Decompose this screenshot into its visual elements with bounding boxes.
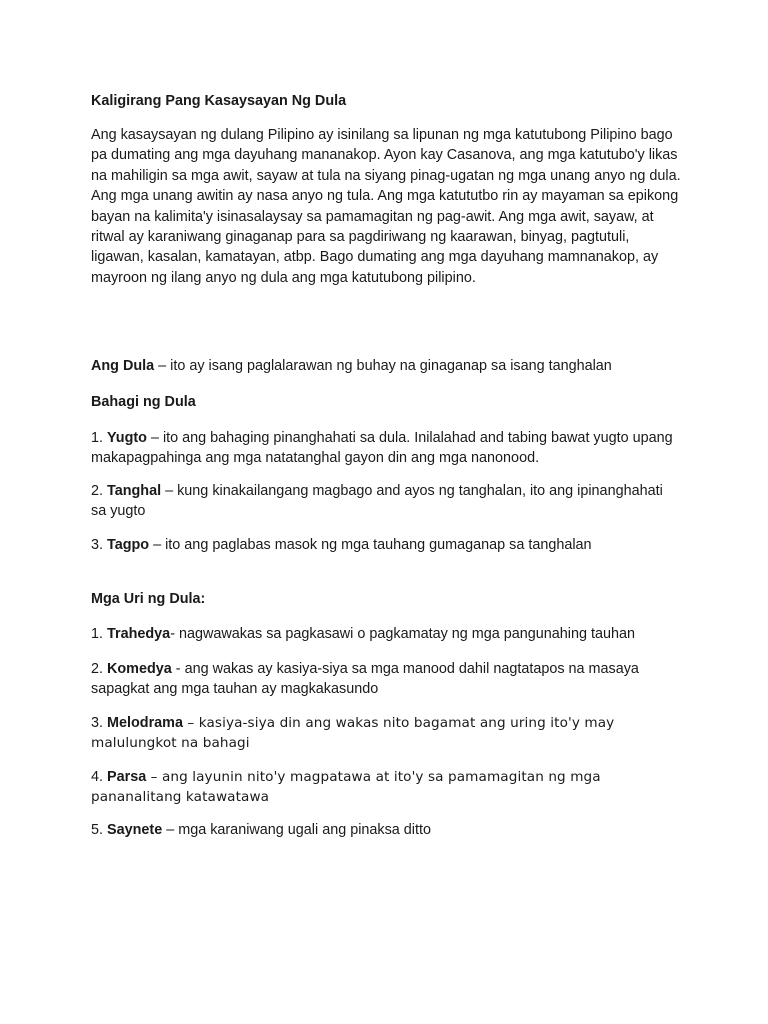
types-heading: Mga Uri ng Dula: (91, 591, 206, 607)
document-title: Kaligirang Pang Kasaysayan Ng Dula (91, 93, 347, 109)
item-number: 2. (91, 661, 107, 677)
item-term: Komedya (107, 661, 172, 677)
types-list-item (91, 659, 681, 700)
item-number: 3. (91, 537, 107, 553)
parts-list-item (91, 428, 681, 469)
types-list-item (91, 767, 681, 808)
definition-term: Ang Dula (91, 358, 155, 374)
item-term: Melodrama (107, 715, 183, 731)
item-number: 4. (91, 769, 107, 785)
types-list-item (91, 713, 681, 754)
item-text: – kasiya-siya din ang wakas nito bagamat ang uring ito'y may malulungkot na bahagi (91, 715, 615, 752)
item-text: – mga karaniwang ugali ang pinaksa ditto (162, 822, 432, 838)
item-term: Saynete (107, 822, 163, 838)
item-text: – ito ang bahaging pinanghahati sa dula. Inilalahad and tabing bawat yugto upang makapagpahinga ang mga natatanghal gayon din ang mga nanonood. (91, 430, 673, 467)
dula-definition (91, 356, 681, 376)
item-term: Trahedya (107, 626, 171, 642)
types-list-item (91, 624, 681, 644)
item-text: - nagwawakas sa pagkasawi o pagkamatay ng mga pangunahing tauhan (170, 626, 636, 642)
item-term: Yugto (107, 430, 147, 446)
definition-text: – ito ay isang paglalarawan ng buhay na ginaganap sa isang tanghalan (154, 358, 612, 374)
parts-heading: Bahagi ng Dula (91, 394, 196, 410)
item-text: – ito ang paglabas masok ng mga tauhang gumaganap sa tanghalan (149, 537, 592, 553)
item-text: – ang layunin nito'y magpatawa at ito'y sa pamamagitan ng mga pananalitang katawatawa (91, 769, 601, 806)
item-number: 1. (91, 626, 107, 642)
item-term: Parsa (107, 769, 147, 785)
item-text: - ang wakas ay kasiya-siya sa mga manood dahil nagtatapos na masaya sapagkat ang mga tauhan ay magkakasundo (91, 661, 639, 698)
item-term: Tagpo (107, 537, 150, 553)
item-number: 5. (91, 822, 107, 838)
item-text: – kung kinakailangang magbago and ayos ng tanghalan, ito ang ipinanghahati sa yugto (91, 483, 663, 520)
types-list-item (91, 820, 681, 840)
item-term: Tanghal (107, 483, 162, 499)
item-number: 3. (91, 715, 107, 731)
parts-list-item (91, 535, 681, 555)
parts-list-item (91, 481, 681, 522)
item-number: 2. (91, 483, 107, 499)
item-number: 1. (91, 430, 107, 446)
intro-paragraph: Ang kasaysayan ng dulang Pilipino ay isinilang sa lipunan ng mga katutubong Pilipino bago pa dumating ang mga dayuhang mananakop. Ayon kay Casanova, ang mga katutubo'y likas na mahiligin sa mga awit, sayaw at tula na siyang pinag-ugatan ng mga unang anyo ng dula. Ang mga unang awitin ay nasa anyo ng tula. Ang mga katututbo rin ay mayaman sa epikong bayan na kalimita'y isinasalaysay sa pamamagitan ng pag-awit. Ang mga awit, sayaw, at ritwal ay karaniwang ginaganap para sa pagdiriwang ng kaarawan, binyag, pagtutuli, ligawan, kasalan, kamatayan, atbp. Bago dumating ang mga dayuhang mamnanakop, ay mayroon ng ilang anyo ng dula ang mga katutubong pilipino. (91, 127, 681, 286)
